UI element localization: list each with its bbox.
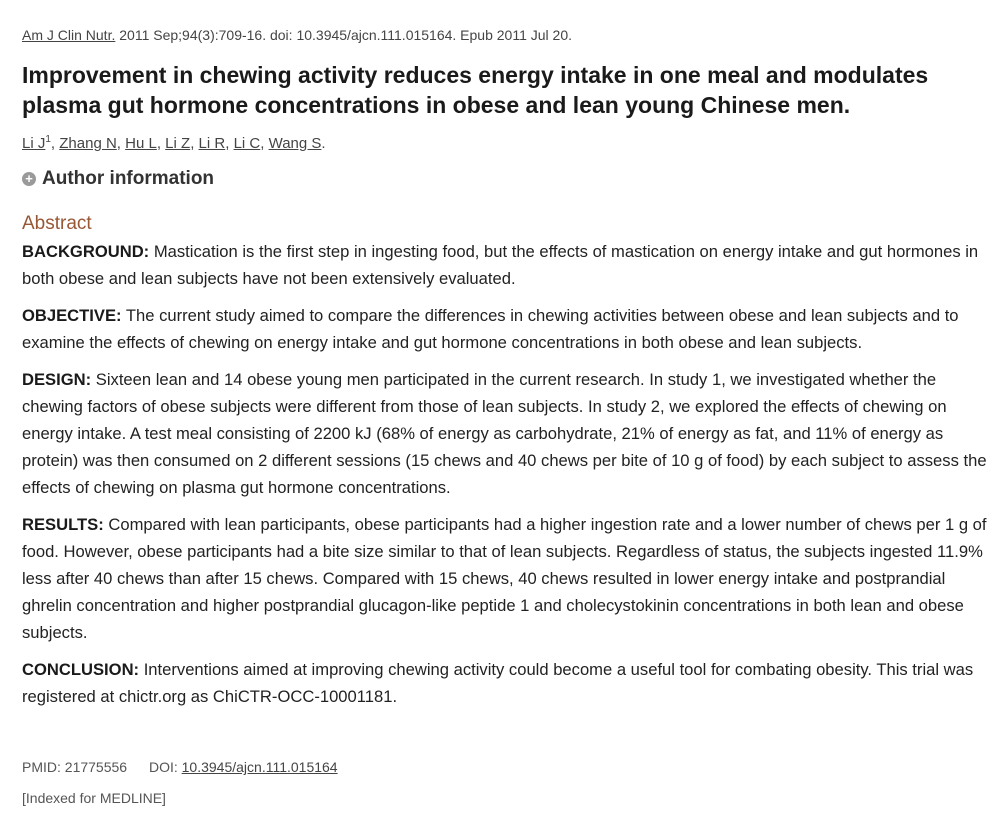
section-text: Compared with lean participants, obese participants had a higher ingestion rate and a lower number of chews per 1 g of food. However, obese participants had a bite size similar to that of lean subjects. Regardless of status, the subjects ingested 11.9% less after 40 chews than after 15 chews. Compared with 15 chews, 40 chews resulted in lower energy intake and postprandial ghrelin concentration and higher postprandial glucagon-like peptide 1 and cholecystokinin concentrations in both lean and obese subjects. [22, 515, 987, 642]
article-identifiers [22, 759, 338, 775]
author-link[interactable]: Hu L [125, 135, 157, 152]
abstract-heading: Abstract [22, 213, 92, 234]
section-text: Interventions aimed at improving chewing activity could become a useful tool for combating obesity. This trial was registered at chictr.org as ChiCTR-OCC-10001181. [22, 660, 974, 706]
author-link[interactable]: Li Z [165, 135, 191, 152]
section-label: CONCLUSION: [22, 660, 140, 679]
section-label: BACKGROUND: [22, 242, 150, 261]
indexed-status: [Indexed for MEDLINE] [22, 790, 166, 806]
doi-label: DOI: [148, 759, 182, 775]
author-link[interactable]: Li C [233, 135, 261, 152]
section-design [22, 366, 988, 501]
section-text: Sixteen lean and 14 obese young men participated in the current research. In study 1, we investigated whether the chewing factors of obese subjects were different from those of lean subjects. In study 2, we explored the effects of chewing on energy intake. A test meal consisting of 2200 kJ (68% of energy as carbohydrate, 21% of energy as fat, and 11% of energy as protein) was then consumed on 2 different sessions (15 chews and 40 chews per bite of 10 g of food) by each subject to assess the effects of chewing on plasma gut hormone concentrations. [22, 370, 987, 497]
journal-link[interactable]: Am J Clin Nutr. [22, 27, 116, 43]
section-text: The current study aimed to compare the differences in chewing activities between obese and lean subjects and to examine the effects of chewing on energy intake and gut hormone concentrations in both obese and lean subjects. [22, 306, 959, 352]
section-background [22, 238, 988, 292]
section-label: DESIGN: [22, 370, 92, 389]
pmid: PMID: 21775556 [22, 759, 128, 775]
section-objective [22, 302, 988, 356]
author-link[interactable]: Zhang N [59, 135, 117, 152]
abstract-sections [22, 238, 988, 720]
author-affiliation-sup: 1 [45, 134, 51, 145]
section-results [22, 511, 988, 646]
section-conclusion [22, 656, 988, 710]
section-label: RESULTS: [22, 515, 104, 534]
doi-link[interactable]: 10.3945/ajcn.111.015164 [181, 759, 338, 775]
author-link[interactable]: Li J [22, 135, 46, 152]
citation-details: 2011 Sep;94(3):709-16. doi: 10.3945/ajcn.111.015164. Epub 2011 Jul 20. [115, 27, 573, 43]
author-information-toggle[interactable] [22, 168, 214, 190]
author-link[interactable]: Wang S [268, 135, 322, 152]
expand-plus-icon: + [22, 172, 36, 186]
author-information-label: Author information [42, 168, 215, 189]
author-link[interactable]: Li R [198, 135, 226, 152]
citation [22, 27, 572, 43]
article-title: Improvement in chewing activity reduces energy intake in one meal and modulates plasma gut hormone concentrations in obese and lean young Chinese men. [22, 62, 929, 118]
section-label: OBJECTIVE: [22, 306, 122, 325]
author-list: Li $J^1$, Zhang N, Hu L, Li Z, Li R, Li C, Wang S. [22, 134, 326, 152]
section-text: Mastication is the first step in ingesting food, but the effects of mastication on energy intake and gut hormones in both obese and lean subjects have not been extensively evaluated. [22, 242, 979, 288]
